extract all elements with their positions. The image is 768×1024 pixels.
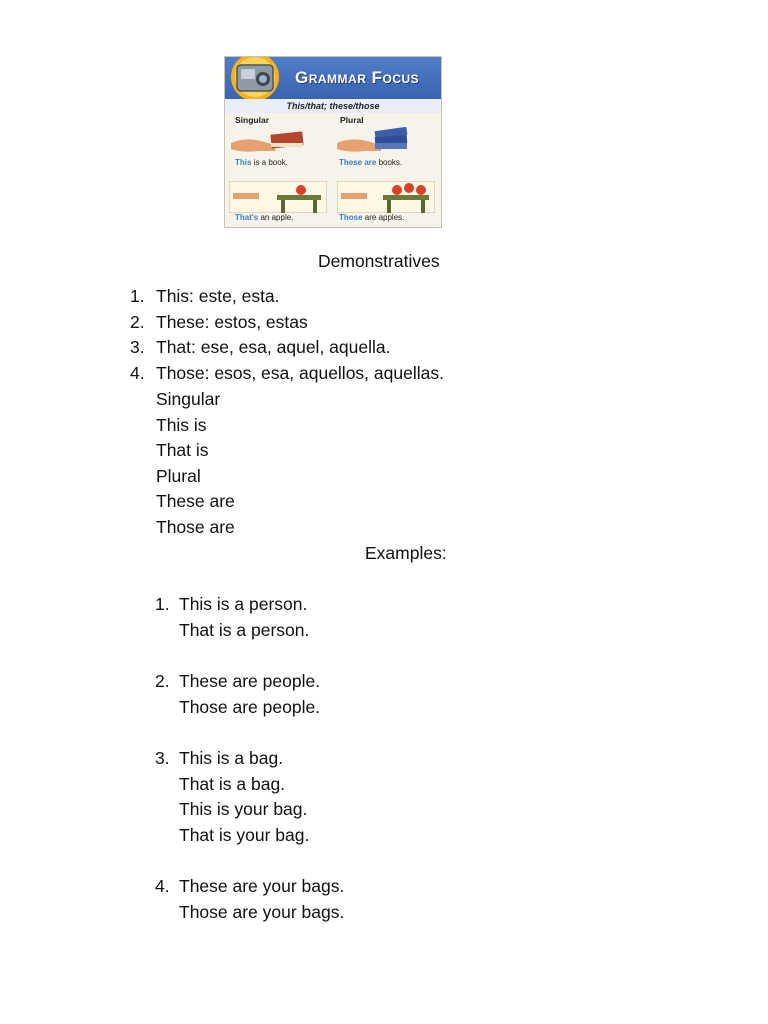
form-line: Singular [156,389,221,409]
form-line: That is [156,440,209,461]
example-number: 3. [155,748,170,768]
list-item: 3. That: ese, esa, aquel, aquella. [130,337,391,358]
example-line: This is your bag. [179,799,308,820]
form-line: These are [156,491,235,512]
examples-group-4 [155,874,345,925]
form-line: Plural [156,465,201,486]
singular-label: Singular [235,115,270,125]
hand-holding-books-image [337,127,417,159]
caption-those-apples: Those are apples. [339,213,405,222]
caption-that-apple: That's an apple. [235,213,294,222]
caption-these-books: These are books. [339,158,403,167]
forms-list [156,387,235,541]
example-line: That is your bag. [179,824,310,845]
page-heading: Demonstratives [318,251,440,271]
examples-heading: Examples: [365,543,447,563]
example-line: Those are your bags. [179,901,345,922]
form-line: This is [156,414,207,435]
list-item: 4. Those: esos, esa, aquellos, aquellas. [130,362,444,383]
camera-icon [227,56,287,101]
example-number: 2. [155,671,170,691]
pointing-at-apple-image [229,181,327,213]
pointing-at-apples-image [337,181,435,213]
list-item: 1. This: este, esta. [130,286,280,306]
examples-group-2 [155,669,321,720]
example-line: That is a bag. [179,773,286,794]
form-line: Those are [156,516,235,537]
examples-group-1 [155,592,310,643]
list-item: 2. These: estos, estas [130,311,308,332]
examples-group-3 [155,746,310,848]
demonstratives-list [130,284,444,386]
example-line: This is a bag. [179,748,284,768]
grammar-focus-title: Grammar Focus [295,68,420,87]
grammar-focus-subtitle: This/that; these/those [225,99,441,113]
example-line: This is a person. [179,594,308,614]
example-line: These are your bags. [179,876,345,896]
plural-label: Plural [340,115,364,125]
example-line: These are people. [179,671,321,691]
caption-this-book: This is a book. [235,158,288,167]
example-line: That is a person. [179,619,310,640]
example-number: 4. [155,876,170,896]
grammar-focus-figure [224,56,442,228]
example-number: 1. [155,594,170,614]
example-line: Those are people. [179,696,321,717]
hand-holding-book-image [231,127,311,159]
